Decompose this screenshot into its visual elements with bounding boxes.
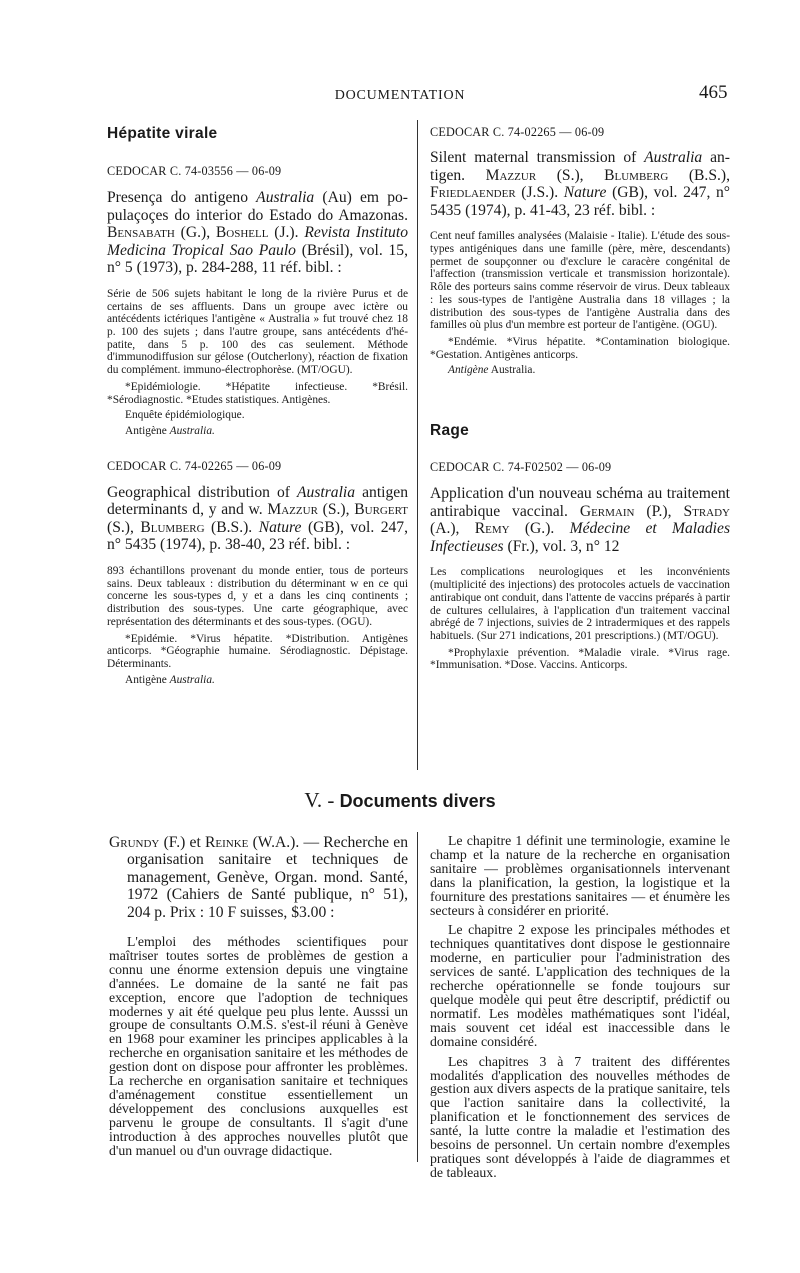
column-divider-bottom — [417, 832, 418, 1162]
part-numeral: V. - — [304, 788, 335, 812]
text-run: (GB), vol. 247, n° 5435 (1974), p. 38-40, 23 réf. bibl. : — [107, 518, 408, 554]
text-run: Reinke — [205, 834, 249, 851]
entry-hepatite-2 — [107, 459, 408, 687]
text-run: Grundy — [109, 834, 160, 851]
left-column — [107, 125, 408, 686]
entry-rage — [430, 460, 730, 672]
part-heading — [0, 788, 800, 813]
text-run: Australia — [644, 149, 703, 166]
text-run: (A.), — [430, 520, 475, 538]
text-run: Antigène — [125, 673, 170, 686]
text-run: (J.S.). — [515, 184, 564, 202]
chapter-paragraph-3: Les chapitres 3 à 7 traitent des différentes modalités d'application des nouvelles méthodes de gestion aux divers aspects de la pratique sanitaire, tels que l'action sanitaire dans la collectivité, la planification et le fonctionnement des services de santé, la lutte contre la maladie et l'estimation des besoins de personnel. Un certain nombre d'exemples pratiques sont développés à l'aide de diagrammes et de tableaux. — [430, 1053, 730, 1180]
abstract: Série de 506 sujets habitant le long de la rivière Purus et de certains de ses affluents. Dans un groupe avec ictère ou antécédents ictériques l'antigène « Australia » fut trouvé chez 18 p. 100 des sujets ; dans l'autre groupe, sans antécédents d'hépatite, dans 5 p. 100 des cas seulement. Méthode d'immunodiffusion sur gélose (Outcherlony), réaction de fixation du complément. immuno-électrophorèse. (MT/OGU). — [107, 287, 408, 377]
text-run: (G.), — [174, 224, 216, 242]
text-run: antigen. — [430, 149, 730, 184]
bottom-right-column — [430, 834, 730, 1186]
text-run: (S.), — [536, 166, 605, 184]
text-run: Australia. — [169, 425, 215, 437]
keywords: *Endémie. *Virus hépatite. *Contamination biologique. *Gestation. Antigènes anticorps. — [430, 336, 730, 361]
text-run: Enquête épidémiologique. — [125, 409, 245, 422]
reference-code: CEDOCAR C. 74-03556 — 06-09 — [107, 164, 282, 178]
book-summary-paragraph: L'emploi des méthodes scientifiques pour maîtriser toutes sortes de problèmes de gestion a connu une énorme extension depuis une vingtaine d'années. Le domaine de la santé ne fait pas exception, encore que l'adoption de techniques modernes y ait été quelque peu plus lente. Ausssi un groupe de consultants O.M.S. s'est-il réuni à Genève en 1968 pour examiner les principes applicables à la recherche en organisation sanitaire et les méthodes de gestion dont on dispose pour affronter les problèmes. La recherche en organisation sanitaire et techniques d'aménagement constitue essentiellement un développement des conclusions auxquelles est parvenu le groupe de consultants. Il s'agit d'une introduction à des approches nouvelles plutôt que d'un manuel ou d'un ouvrage didactique. — [109, 934, 408, 1158]
text-run: (B.S.), — [668, 166, 730, 184]
text-run: Burgert — [354, 501, 408, 519]
extra-line — [107, 674, 408, 687]
chapter-paragraph-1: Le chapitre 1 définit une terminologie, examine le champ et la nature de la recherche en organisation sanitaire — problèmes organisationnels intervenant dans la planification, la gestion, la logistique et la fourniture des prestations sanitaires — et énumère les secteurs à considérer en priorité. — [430, 833, 730, 918]
text-run: Nature — [258, 518, 302, 536]
text-run: (Brésil), vol. 15, n° 5 (1973), p. 284-288, 11 réf. bibl. : — [107, 241, 408, 277]
text-run: Antigène — [125, 425, 170, 437]
text-run: Germain — [579, 502, 635, 520]
text-run: Australia — [256, 189, 315, 206]
text-run: (P.), — [634, 502, 684, 520]
text-run: Geographical distribution of — [107, 483, 297, 501]
citation — [107, 189, 408, 277]
text-run: Friedlaender — [430, 184, 516, 202]
keywords: *Epidémie. *Virus hépatite. *Distribution. Antigènes anticorps. *Géographie humaine. Sérodiagnostic. Dépistage. Déterminants. — [107, 632, 408, 670]
text-run: Boshell — [215, 224, 269, 242]
extra-line — [107, 409, 408, 422]
text-run: (J.). — [268, 224, 305, 242]
text-run: Mazzur — [485, 166, 537, 184]
entry-hepatite-3 — [430, 125, 730, 377]
text-run: Silent maternal transmission of — [430, 149, 645, 166]
extra-line — [430, 364, 730, 377]
text-run: (Fr.), vol. 3, n° 12 — [503, 537, 620, 555]
extra-line — [107, 425, 408, 438]
text-run: Médecine et Maladies Infectieuses — [430, 520, 731, 555]
text-run: (S.), — [107, 518, 141, 536]
abstract: 893 échantillons provenant du monde entier, tous de porteurs sains. Deux tableaux : distribution du déterminant w en ce qui concerne les sous-types d, y et a dans les cinq continents ; distribution des sous-types. Une carte géographique, avec représentation des déterminants et des sous-types. (OGU). — [107, 565, 408, 628]
text-run: Mazzur — [267, 501, 318, 519]
text-run: (Au) em populaçoçes do interior do Estado do Amazonas. — [107, 189, 408, 224]
text-run: Blumberg — [604, 166, 669, 184]
abstract: Cent neuf familles analysées (Malaisie - Italie). L'étude des sous-types antigéniques dans une famille (père, mère, descendants) permet de soupçonner ou d'exclure le caracère congénital de l'affection (transmission verticale et transmission horizontale). Rôle des porteurs sains comme réservoir de virus. Deux tableaux : les sous-types de l'antigène Australia dans 18 villages ; la distribution des sous-types de l'antigène Australia dans des familles où plus d'un membre est porteur de l'antigène. (OGU). — [430, 230, 730, 332]
page-number: 465 — [699, 82, 728, 103]
text-run: Presença do antigeno — [107, 189, 257, 206]
section-title-hepatite: Hépatite virale — [107, 125, 218, 142]
reference-code: CEDOCAR C. 74-02265 — 06-09 — [430, 125, 605, 139]
entry-hepatite-1 — [107, 164, 408, 438]
reference-code: CEDOCAR C. 74-02265 — 06-09 — [107, 458, 282, 473]
text-run: Application d'un nouveau schéma au traitement antirabique vaccinal. — [430, 485, 730, 520]
bottom-left-column — [109, 834, 408, 1164]
text-run: (W.A.). — Recherche en organisation sanitaire et techniques de management, Genève, Organ. mond. Santé, 1972 (Cahiers de Santé publique, n° 51), 204 p. Prix : 10 F suisses, $3.00 : — [127, 834, 408, 921]
text-run: Blumberg — [140, 518, 205, 536]
text-run: Nature — [563, 184, 607, 202]
reference-code: CEDOCAR C. 74-F02502 — 06-09 — [430, 460, 612, 475]
text-run: (G.). — [509, 520, 570, 538]
chapter-paragraph-2: Le chapitre 2 expose les principales méthodes et techniques quantitatives dont dispose le gestionnaire moderne, en particulier pour l'administration des services de santé. L'application des techniques de la recherche opérationnelle se fonde toujours sur quelque modèle qui peut être descriptif, prédictif ou normatif. Les modèles mathématiques sont l'idéal, mais souvent cet idéal est inaccessible dans le domaine considéré. — [430, 922, 730, 1049]
text-run: Australia — [297, 483, 356, 501]
text-run: antigen determinants d, y and w. — [107, 483, 408, 519]
text-run: (B.S.). — [204, 518, 259, 536]
text-run: Revista Instituto Medicina Tropical Sao Paulo — [107, 224, 408, 259]
text-run: Strady — [683, 502, 730, 520]
text-run: Australia. — [169, 673, 215, 686]
part-title: Documents divers — [339, 791, 496, 811]
section-title-rage: Rage — [430, 422, 470, 440]
right-column — [430, 125, 730, 672]
text-run: (GB), vol. 247, n° 5435 (1974), p. 41-43, 23 réf. bibl. : — [430, 184, 730, 219]
abstract: Les complications neurologiques et les inconvénients (multiplicité des injections) des protocoles actuels de vaccination antirabique ont conduit, dans l'attente de vaccins préparés à partir de cultures cellulaires, à l'application d'un traitement vaccinal abrégé de 7 injections, suivies de 2 intradermiques et des rappels habituels. (Sur 271 indications, 201 prescriptions.) (MT/OGU). — [430, 566, 730, 642]
keywords: *Epidémiologie. *Hépatite infectieuse. *Brésil. *Sérodiagnostic. *Etudes statistiques. Antigènes. — [107, 380, 408, 406]
citation — [430, 485, 730, 555]
text-run: Antigène — [448, 364, 489, 377]
text-run: Bensabath — [107, 224, 175, 242]
keywords: *Prophylaxie prévention. *Maladie virale. *Virus rage. *Immunisation. *Dose. Vaccins. Anticorps. — [430, 646, 730, 672]
running-head-title: DOCUMENTATION — [334, 88, 466, 103]
text-run: Australia. — [488, 364, 536, 377]
citation — [430, 149, 730, 219]
book-citation — [109, 834, 408, 921]
text-run: (F.) et — [159, 834, 205, 851]
column-divider-top — [417, 120, 418, 770]
text-run: Remy — [474, 520, 510, 538]
citation — [107, 484, 408, 554]
text-run: (S.), — [317, 501, 355, 519]
